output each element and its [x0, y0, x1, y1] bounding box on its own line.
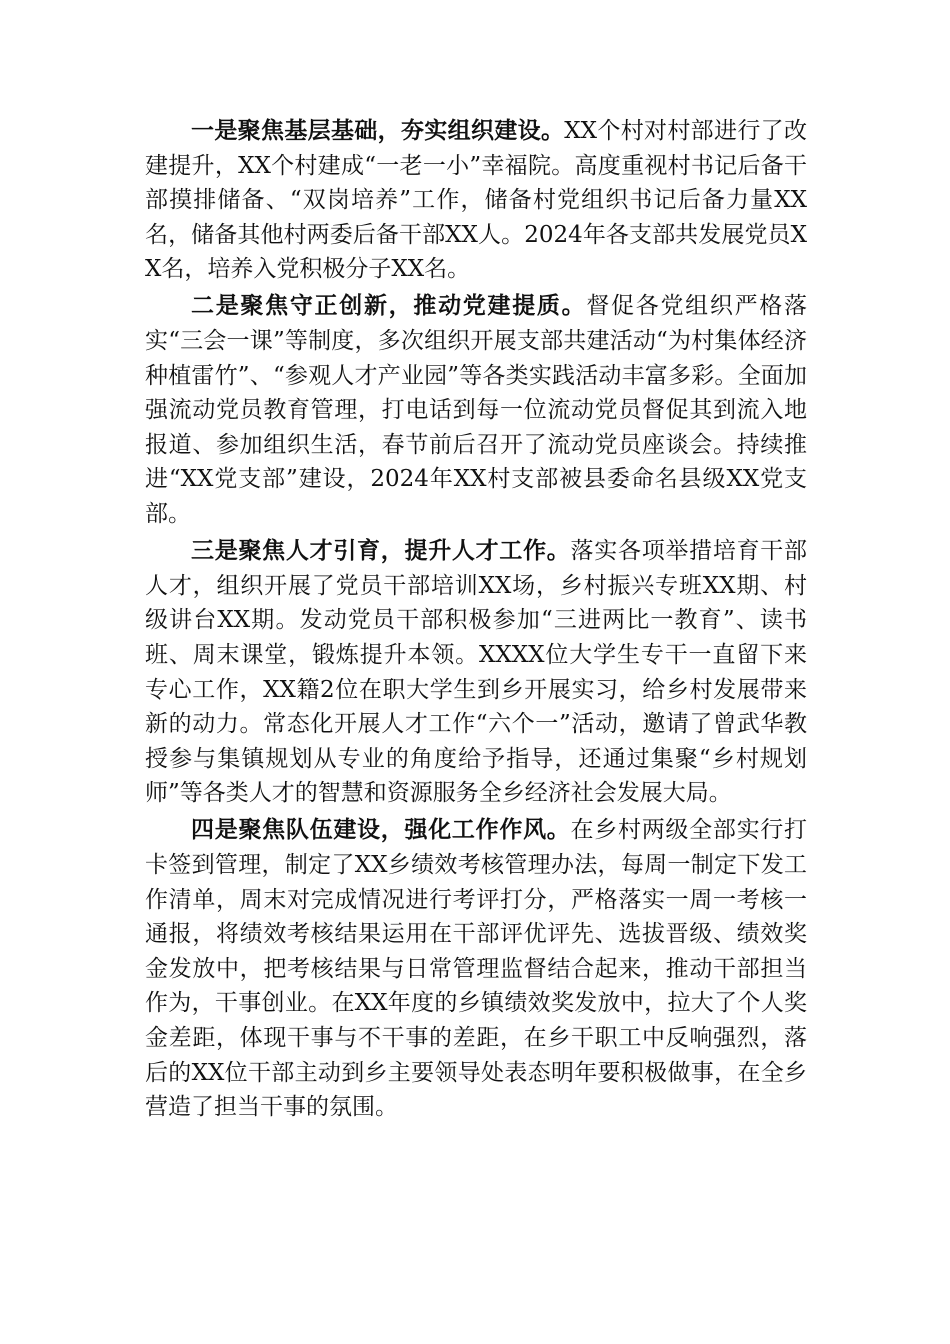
paragraph-4-text: 在乡村两级全部实行打卡签到管理，制定了XX乡绩效考核管理办法，每周一制定下发工作清单，周末对完成情况进行考评打分，严格落实一周一考核一通报，将绩效考核结果运用在干部评优评先、选拔晋级、绩效奖金发放中，把考核结果与日常管理监督结合起来，推动干部担当作为，干事创业。在XX年度的乡镇绩效奖发放中，拉大了个人奖金差距，体现干事与不干事的差距，在乡干职工中反响强烈，落后的XX位干部主动到乡主要领导处表态明年要积极做事，在全乡营造了担当干事的氛围。	[145, 817, 808, 1121]
paragraph-4	[145, 813, 807, 1124]
paragraph-1-heading: 一是聚焦基层基础，夯实组织建设。	[191, 118, 565, 144]
paragraph-1	[145, 114, 807, 287]
paragraph-3-text: 落实各项举措培育干部人才，组织开展了党员干部培训XX场，乡村振兴专班XX期、村级讲台XX期。发动党员干部积极参加“三进两比一教育”、读书班、周末课堂，锻炼提升本领。XXXX位大学生专干一直留下来专心工作，XX籍2位在职大学生到乡开展实习，给乡村发展带来新的动力。常态化开展人才工作“六个一”活动，邀请了曾武华教授参与集镇规划从专业的角度给予指导，还通过集聚“乡村规划师”等各类人才的智慧和资源服务全乡经济社会发展大局。	[145, 538, 808, 807]
document-body	[145, 114, 807, 1127]
paragraph-2	[145, 289, 807, 531]
paragraph-2-text: 督促各党组织严格落实“三会一课”等制度，多次组织开展支部共建活动“为村集体经济种植雷竹”、“参观人才产业园”等各类实践活动丰富多彩。全面加强流动党员教育管理，打电话到每一位流动党员督促其到流入地报道、参加组织生活，春节前后召开了流动党员座谈会。持续推进“XX党支部”建设，2024年XX村支部被县委命名县级XX党支部。	[145, 293, 808, 528]
paragraph-3-heading: 三是聚焦人才引育，提升人才工作。	[191, 538, 571, 565]
paragraph-3	[145, 534, 807, 811]
paragraph-1-text: XX个村对村部进行了改建提升，XX个村建成“一老一小”幸福院。高度重视村书记后备干部摸排储备、“双岗培养”工作，储备村党组织书记后备力量XX名，储备其他村两委后备干部XX人。2024年各支部共发展党员XX名，培养入党积极分子XX名。	[145, 118, 807, 283]
paragraph-4-heading: 四是聚焦队伍建设，强化工作作风。	[191, 817, 571, 844]
paragraph-2-heading: 二是聚焦守正创新，推动党建提质。	[191, 293, 587, 320]
